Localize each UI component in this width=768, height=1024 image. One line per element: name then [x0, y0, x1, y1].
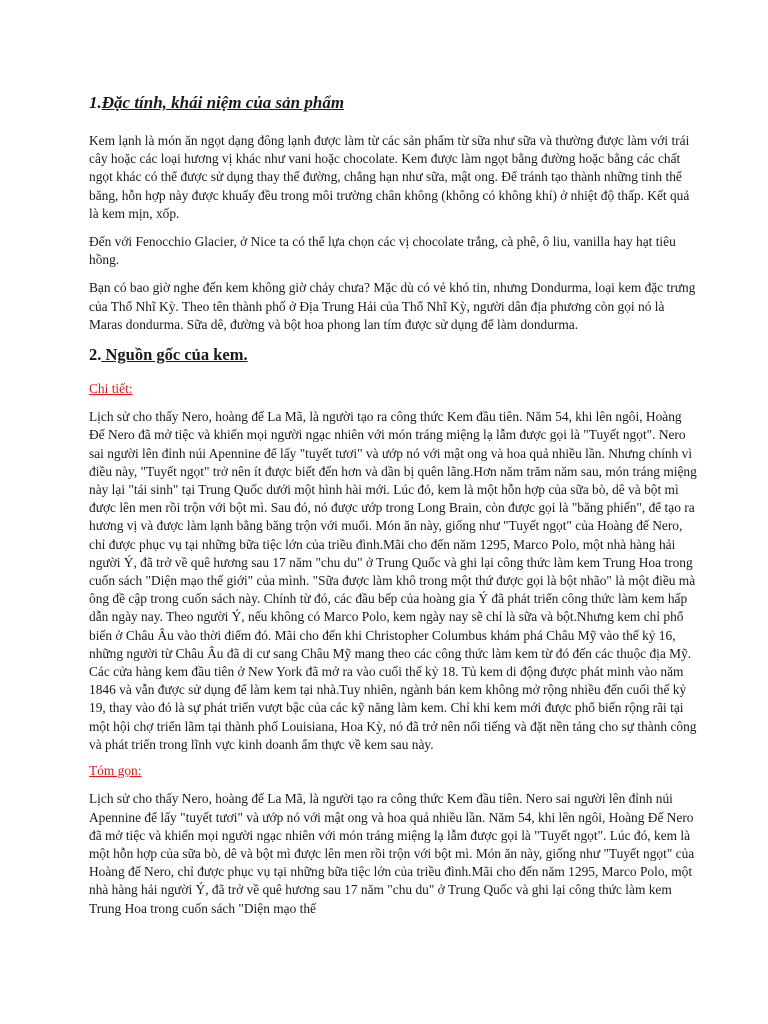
section-2-title: Nguồn gốc của kem. [101, 345, 248, 365]
section-2-heading [89, 344, 699, 366]
detail-label: Chi tiết: [89, 381, 133, 397]
document-page [89, 92, 699, 918]
section-1-paragraph-1: Kem lạnh là món ăn ngọt dạng đông lạnh được làm từ các sản phẩm từ sữa như sữa và thường được làm với trái cây hoặc các loại hương vị khác như vani hoặc chocolate. Kem được làm ngọt bằng đường hoặc bằng các chất ngọt khác có thể được sử dụng thay thế đường, chẳng hạn như sữa, mật ong. Để tránh tạo thành những tinh thể băng, hỗn hợp này được khuấy đều trong môi trường chân không (không có không khí) ở nhiệt độ thấp. Kết quả là kem mịn, xốp. [89, 133, 690, 221]
detail-paragraph: Lịch sử cho thấy Nero, hoàng đế La Mã, là người tạo ra công thức Kem đầu tiên. Năm 54, khi lên ngôi, Hoàng Đế Nero đã mở tiệc và khiến mọi người ngạc nhiên với món tráng miệng lạ lẫm được gọi là "Tuyết ngọt". Nero sai người lên đỉnh núi Apennine để lấy "tuyết tươi" và ướp nó với mật ong và hoa quả nhiều lần. Nhưng chính vì điều này, "Tuyết ngọt" trở nên ít được biết đến hơn và dần bị quên lãng.Hơn năm trăm năm sau, món tráng miệng này lại "tái sinh" tại Trung Quốc dưới một hình hài mới. Lúc đó, kem là một hỗn hợp của sữa bò, dê và bột mì được lên men rồi trộn với bột mì. Sau đó, nó được ướp trong Long Brain, còn được gọi là "băng phiến", để tạo ra hương vị và được làm lạnh bằng băng trộn với muối. Món ăn này, giống như "Tuyết ngọt" của Hoàng đế Nero, chỉ được phục vụ tại những bữa tiệc lớn của triều đình.Mãi cho đến năm 1295, Marco Polo, một nhà hàng hải người Ý, đã trở về quê hương sau 17 năm "chu du" ở Trung Quốc và ghi lại công thức làm kem Trung Hoa trong cuốn sách "Diện mạo thế giới" của mình. "Sữa được làm khô trong một thứ được gọi là bột nhão" là một điều mà ông đề cập trong cuốn sách này. Chính từ đó, các đầu bếp của hoàng gia Ý đã phát triển công thức làm kem hấp dẫn ngày nay. Theo người Ý, nếu không có Marco Polo, kem ngày nay sẽ chỉ là sữa và bột.Nhưng kem chỉ phổ biến ở Châu Âu vào thời điểm đó. Mãi cho đến khi Christopher Columbus khám phá Châu Mỹ vào thế kỷ 16, những người từ Châu Âu đã di cư sang Châu Mỹ mang theo các công thức làm kem từ đó đến các thuộc địa Mỹ. Các cửa hàng kem đầu tiên ở New York đã mở ra vào cuối thế kỷ 18. Tủ kem di động được phát minh vào năm 1846 và vẫn được sử dụng để làm kem tại nhà.Tuy nhiên, ngành bán kem không mở rộng nhiều đến cuối thế kỷ 19, thay vào đó là sự phát triển vượt bậc của các kỹ năng làm kem. Chỉ khi kem mới được phổ biến rộng rãi tại một hội chợ triển lãm tại thành phố Louisiana, Hoa Kỳ, nó đã trở nên nổi tiếng và đặt nền tảng cho sự thành công và phát triển trong lĩnh vực kinh doanh ẩm thực về kem sau này. [89, 409, 697, 752]
section-1-paragraph-2: Đến với Fenocchio Glacier, ở Nice ta có thể lựa chọn các vị chocolate trắng, cà phê, ô liu, vanilla hay hạt tiêu hồng. [89, 234, 676, 268]
section-1-paragraph-3: Bạn có bao giờ nghe đến kem không giờ chảy chưa? Mặc dù có vẻ khó tin, nhưng Dondurma, loại kem đặc trưng của Thổ Nhĩ Kỳ. Theo tên thành phố ở Địa Trung Hải của Thổ Nhĩ Kỳ, người dân địa phương còn gọi nó là Maras dondurma. Sữa dê, đường và bột hoa phong lan tím được sử dụng để làm dondurma. [89, 280, 696, 332]
section-2-number: 2. [89, 345, 102, 365]
section-1-number: 1. [89, 93, 102, 112]
summary-label: Tóm gọn: [89, 763, 142, 779]
section-1-heading [89, 92, 699, 114]
section-1-title: Đặc tính, khái niệm của sản phẩm [101, 93, 345, 112]
summary-paragraph: Lịch sử cho thấy Nero, hoàng đế La Mã, là người tạo ra công thức Kem đầu tiên. Nero sai người lên đỉnh núi Apennine để lấy "tuyết tươi" và ướp nó với mật ong và hoa quả nhiều lần. Năm 54, khi lên ngôi, Hoàng Đế Nero đã mở tiệc và khiến mọi người ngạc nhiên với món tráng miệng lạ lẫm được gọi là "Tuyết ngọt". Lúc đó, kem là một hỗn hợp của sữa bò, dê và bột mì được lên men rồi trộn với bột mì. Món ăn này, giống như "Tuyết ngọt" của Hoàng đế Nero, chỉ được phục vụ tại những bữa tiệc lớn của triều đình.Mãi cho đến năm 1295, Marco Polo, một nhà hàng hải người Ý, đã trở về quê hương sau 17 năm "chu du" ở Trung Quốc và ghi lại công thức làm kem Trung Hoa trong cuốn sách "Diện mạo thế [89, 791, 695, 916]
